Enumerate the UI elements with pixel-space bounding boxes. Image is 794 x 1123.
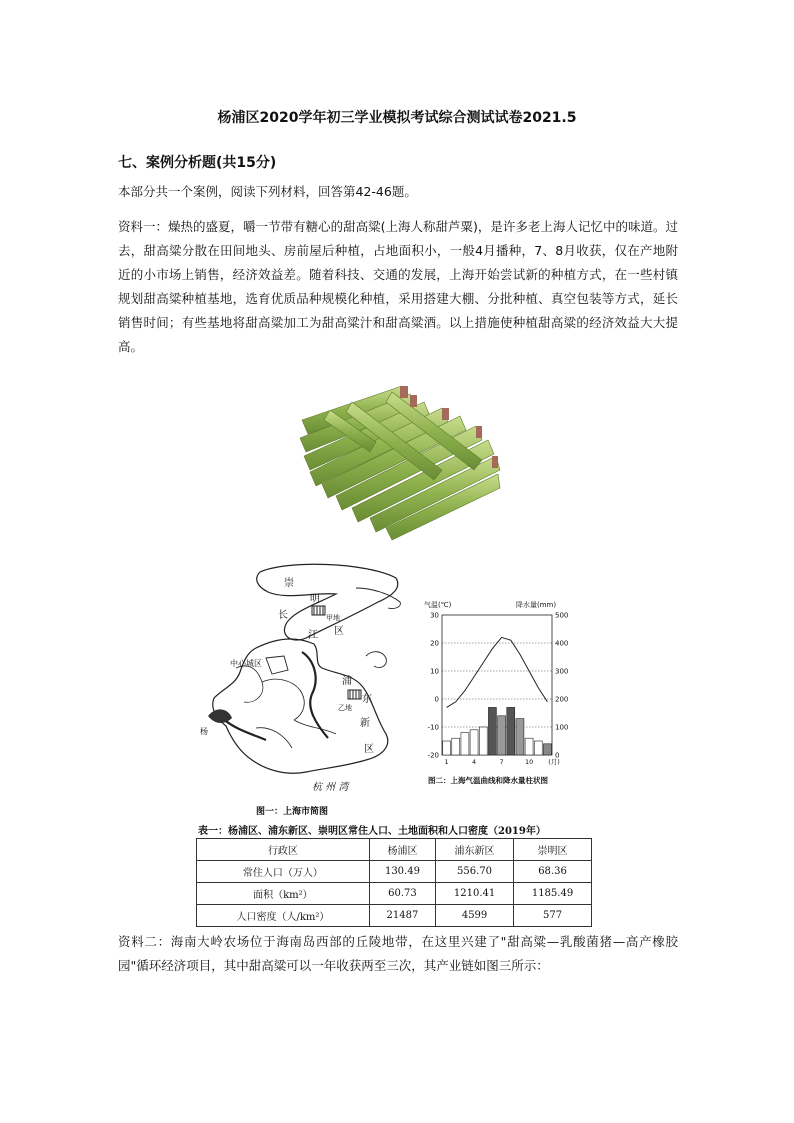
left-axis-unit: 气温(℃) — [424, 601, 452, 609]
map-label-xin: 新 — [360, 718, 370, 729]
material-one: 资料一：燥热的盛夏，嚼一节带有糖心的甜高粱(上海人称甜芦粟)，是许多老上海人记忆中的味道。过去，甜高粱分散在田间地头、房前屋后种植，占地面积小，一般4月播种，7、8月收获，仅在产地附近的小市场上销售，经济效益差。随着科技、交通的发展，上海开始尝试新的种植方式，在一些村镇规划甜高粱种植基地，选育优质品种规模化种植，采用搭建大棚、分批种植、真空包装等方式，延长销售时间；有些基地将甜高粱加工为甜高粱汁和甜高粱酒。以上措施使种植甜高粱的经济效益大大提高。 — [118, 219, 678, 354]
table-cell: 60.73 — [369, 883, 435, 905]
map-label-pu: 浦 — [342, 676, 352, 687]
material-two: 资料二：海南大岭农场位于海南岛西部的丘陵地带，在这里兴建了"甜高粱—乳酸菌猪—高产橡胶园"循环经济项目，其中甜高粱可以一年收获两至三次，其产业链如图三所示： — [118, 934, 678, 973]
map-label-chong: 崇 — [284, 578, 294, 589]
map-label-qu1: 区 — [334, 626, 344, 637]
table-row — [197, 905, 592, 927]
map-label-yang: 杨 — [200, 727, 208, 736]
temperature-tick: 10 — [430, 667, 439, 676]
map-label-ming: 明 — [310, 594, 320, 605]
map-label-center: 中心城区 — [230, 659, 262, 668]
map-label-qu2: 区 — [364, 744, 374, 755]
table-cell: 1210.41 — [436, 883, 514, 905]
month-tick: 4 — [472, 758, 477, 766]
map-label-dong: 东 — [362, 694, 372, 705]
table-row — [197, 861, 592, 883]
right-axis-unit: 降水量(mm) — [516, 601, 557, 609]
precipitation-tick: 300 — [555, 667, 569, 676]
precipitation-bar — [470, 730, 478, 755]
table-cell: 1185.49 — [514, 883, 592, 905]
precipitation-tick: 500 — [555, 611, 569, 620]
temperature-tick: -10 — [427, 723, 439, 732]
precipitation-tick: 0 — [555, 751, 560, 760]
table-header-row — [197, 839, 592, 861]
precipitation-bar — [452, 738, 460, 755]
precipitation-tick: 200 — [555, 695, 569, 704]
precipitation-bar — [534, 741, 542, 755]
month-tick: 7 — [499, 758, 504, 766]
table-header-cell: 浦东新区 — [436, 839, 514, 861]
climate-chart — [420, 595, 600, 795]
climate-caption: 图二：上海气温曲线和降水量柱状图 — [428, 776, 548, 785]
map-caption: 图一：上海市简图 — [256, 807, 329, 817]
table-cell: 4599 — [436, 905, 514, 927]
map-label-bay: 杭 州 湾 — [312, 782, 349, 793]
intro-text: 本部分共一个案例，阅读下列材料，回答第42-46题。 — [118, 184, 417, 199]
precipitation-bar — [525, 738, 533, 755]
map-label-jiang: 江 — [308, 630, 318, 641]
precipitation-bar — [479, 727, 487, 755]
month-tick: (月) — [548, 758, 560, 766]
precipitation-bar — [498, 716, 506, 755]
precipitation-bar — [443, 741, 451, 755]
table-caption: 表一：杨浦区、浦东新区、崇明区常住人口、土地面积和人口密度（2019年） — [198, 826, 546, 837]
temperature-tick: 20 — [430, 639, 439, 648]
precipitation-bar — [516, 719, 524, 755]
plot-frame — [442, 615, 552, 755]
precipitation-bar — [543, 744, 551, 755]
table-cell: 21487 — [369, 905, 435, 927]
temperature-tick: 0 — [434, 695, 439, 704]
temperature-tick: -20 — [427, 751, 439, 760]
map-label-chang: 长 — [278, 610, 288, 621]
table-cell: 577 — [514, 905, 592, 927]
precipitation-tick: 400 — [555, 639, 569, 648]
table-cell: 常住人口（万人） — [197, 861, 370, 883]
population-table — [196, 838, 592, 927]
map-label-jia: 甲地 — [326, 614, 340, 622]
precipitation-tick: 100 — [555, 723, 569, 732]
month-tick: 10 — [524, 758, 534, 766]
table-cell: 556.70 — [436, 861, 514, 883]
chongming-island — [257, 564, 398, 640]
precipitation-bar — [461, 733, 469, 755]
month-tick: 1 — [444, 758, 449, 766]
table-cell: 130.49 — [369, 861, 435, 883]
table-header-cell: 崇明区 — [514, 839, 592, 861]
section-title: 七、案例分析题(共15分) — [118, 155, 277, 171]
table-row — [197, 883, 592, 905]
page-title: 杨浦区2020学年初三学业模拟考试综合测试试卷2021.5 — [217, 110, 577, 126]
temperature-tick: 30 — [430, 611, 439, 620]
table-cell: 面积（km²） — [197, 883, 370, 905]
sorghum-photo — [292, 380, 504, 548]
table-cell: 人口密度（人/km²） — [197, 905, 370, 927]
precipitation-bar — [488, 707, 496, 755]
table-header-cell: 杨浦区 — [369, 839, 435, 861]
precipitation-bar — [507, 707, 515, 755]
table-cell: 68.36 — [514, 861, 592, 883]
map-label-yi: 乙地 — [338, 704, 352, 712]
shanghai-map — [196, 558, 418, 818]
table-header-cell: 行政区 — [197, 839, 370, 861]
